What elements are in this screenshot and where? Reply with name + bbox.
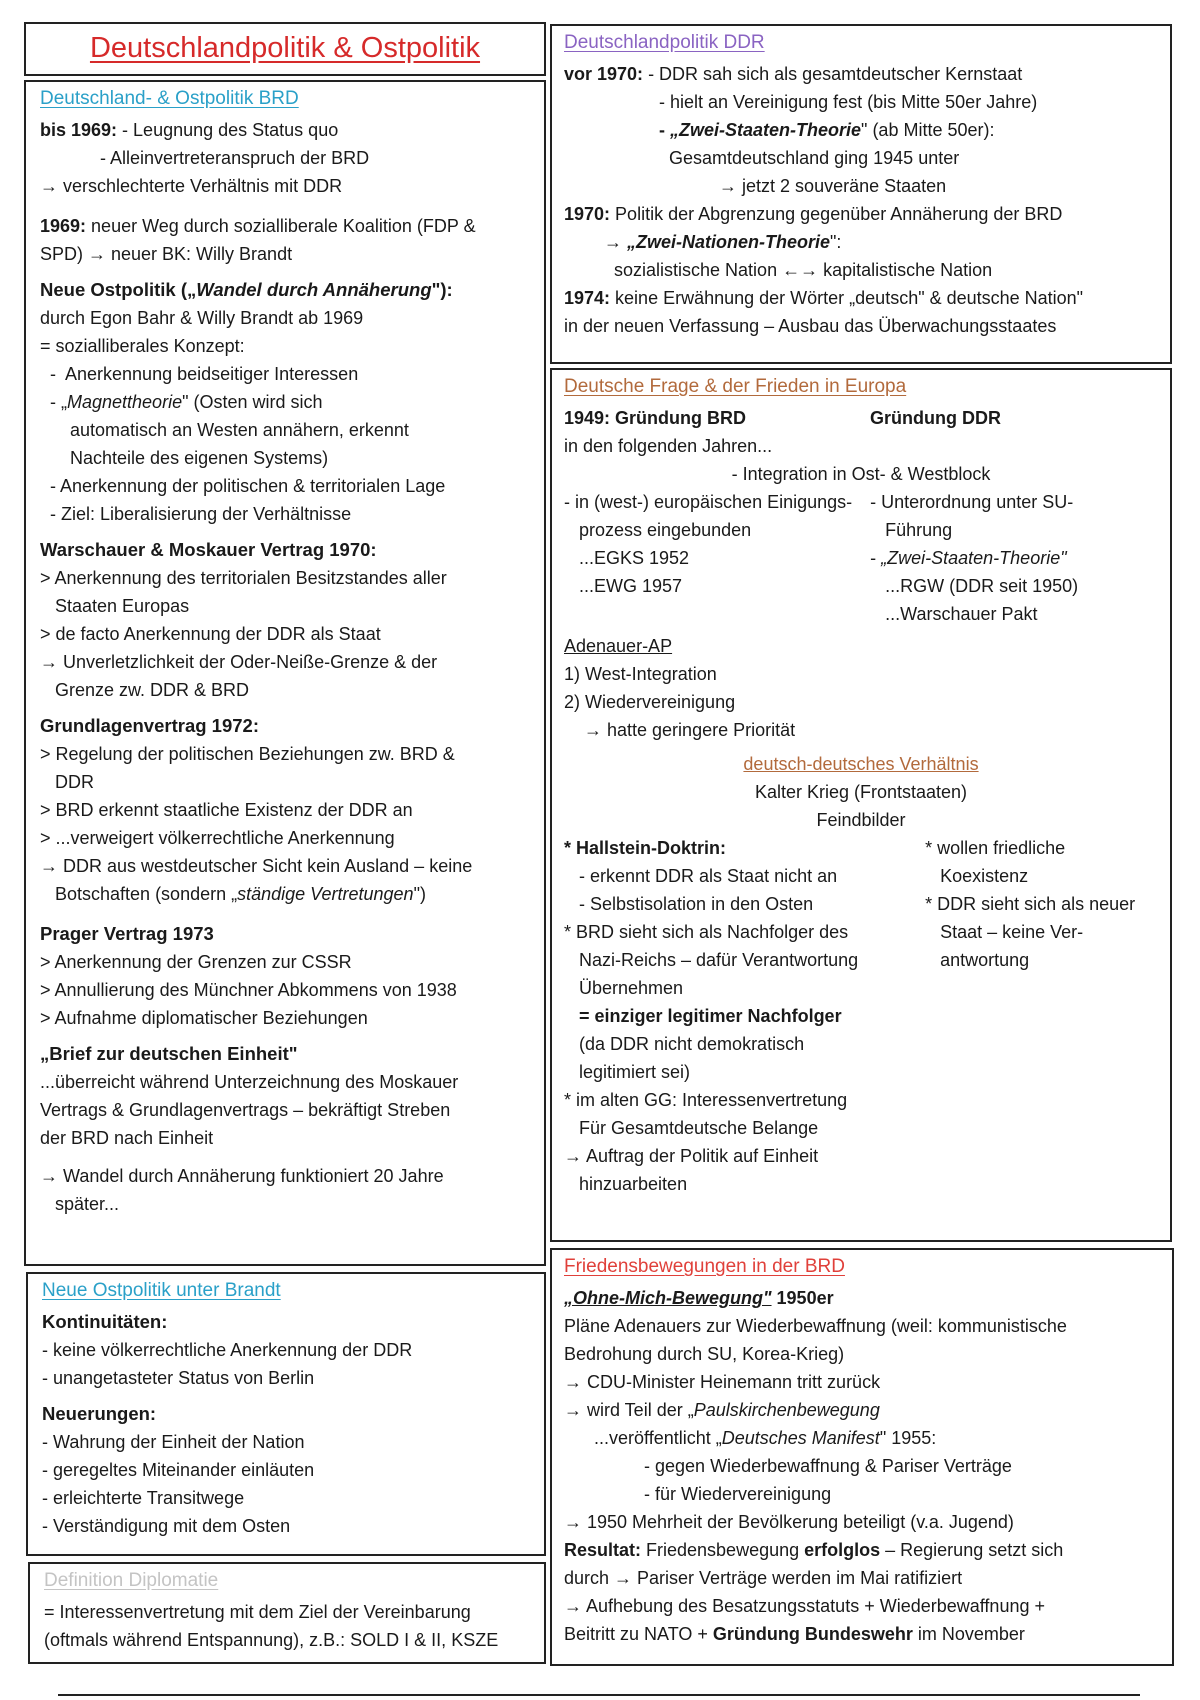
grundlagen-line: > BRD erkennt staatliche Existenz der DDR an: [40, 800, 413, 820]
frieden-line: Bedrohung durch SU, Korea-Krieg): [564, 1344, 845, 1364]
neue-ostpolitik-heading: Neue Ostpolitik („Wandel durch Annäherung"):: [40, 279, 453, 300]
ostpolitik-line: - „Magnettheorie" (Osten wird sich: [40, 392, 323, 412]
adenauer-heading: Adenauer-AP: [564, 636, 673, 656]
brd-heading: Deutschland- & Ostpolitik BRD: [40, 88, 299, 109]
legitimer-nachfolger: = einziger legitimer Nachfolger: [564, 1006, 842, 1026]
warschauer-line: > Anerkennung des territorialen Besitzstandes aller: [40, 568, 447, 588]
frieden-line: durch → Pariser Verträge werden im Mai ratifiziert: [564, 1568, 963, 1588]
frage-line: - Integration in Ost- & Westblock: [731, 464, 991, 484]
hallstein-line: hinzuarbeiten: [564, 1174, 688, 1194]
grundlagen-line: → DDR aus westdeutscher Sicht kein Ausland – keine: [40, 856, 473, 876]
grundlagen-line: > ...verweigert völkerrechtliche Anerkennung: [40, 828, 395, 848]
brief-line: ...überreicht während Unterzeichnung des Moskauer: [40, 1072, 459, 1092]
ddr-view-line: antwortung: [925, 950, 1030, 970]
ddr-line: in der neuen Verfassung – Ausbau das Überwachungsstaates: [564, 316, 1057, 336]
ddr-line: keine Erwähnung der Wörter „deutsch" & deutsche Nation": [610, 288, 1084, 308]
ostpolitik-line: - Anerkennung der politischen & territorialen Lage: [40, 476, 446, 496]
brandt-heading: Neue Ostpolitik unter Brandt: [42, 1280, 281, 1301]
y1969-line: neuer Weg durch sozialliberale Koalition (FDP &: [86, 216, 476, 236]
brandt-line: - keine völkerrechtliche Anerkennung der DDR: [42, 1340, 413, 1360]
frieden-line: → wird Teil der „Paulskirchenbewegung: [564, 1400, 880, 1420]
frieden-line: Pläne Adenauers zur Wiederbewaffnung (weil: kommunistische: [564, 1316, 1067, 1336]
brief-line: der BRD nach Einheit: [40, 1128, 214, 1148]
hallstein-line: - Selbstisolation in den Osten: [564, 894, 814, 914]
bis1969-line: → verschlechterte Verhältnis mit DDR: [40, 176, 343, 196]
frieden-heading: Friedensbewegungen in der BRD: [564, 1256, 845, 1277]
grundlagen-line: > Regelung der politischen Beziehungen zw. BRD &: [40, 744, 455, 764]
diplomatie-line: (oftmals während Entspannung), z.B.: SOLD I & II, KSZE: [44, 1630, 499, 1650]
frage-right-line: - „Zwei-Staaten-Theorie": [870, 548, 1067, 568]
warschauer-heading: Warschauer & Moskauer Vertrag 1970:: [40, 539, 377, 560]
dd-line: Kalter Krieg (Frontstaaten): [754, 782, 968, 802]
ddr-line: - hielt an Vereinigung fest (bis Mitte 50er Jahre): [564, 92, 1038, 112]
ostpolitik-line: - Ziel: Liberalisierung der Verhältnisse: [40, 504, 352, 524]
brief-line: später...: [40, 1194, 120, 1214]
frage-right-line: Führung: [870, 520, 953, 540]
ddr-view-line: * DDR sieht sich als neuer: [925, 894, 1136, 914]
brd-section: [24, 80, 546, 1266]
hallstein-line: * im alten GG: Interessenvertretung: [564, 1090, 848, 1110]
y1974-label: 1974:: [564, 288, 611, 308]
frage-left-line: ...EGKS 1952: [564, 548, 690, 568]
y1970-label: 1970:: [564, 204, 611, 224]
grundlagen-heading: Grundlagenvertrag 1972:: [40, 715, 259, 736]
ostpolitik-line: = sozialliberales Konzept:: [40, 336, 245, 356]
neuerungen-heading: Neuerungen:: [42, 1403, 157, 1424]
frieden-line: → 1950 Mehrheit der Bevölkerung beteiligt (v.a. Jugend): [564, 1512, 1014, 1532]
hallstein-line: Für Gesamtdeutsche Belange: [564, 1118, 819, 1138]
brandt-line: - erleichterte Transitwege: [42, 1488, 245, 1508]
gruendung-brd: 1949: Gründung BRD: [564, 408, 747, 428]
adenauer-line: → hatte geringere Priorität: [564, 720, 796, 740]
ddr-line: sozialistische Nation ←→ kapitalistische Nation: [564, 260, 993, 280]
brandt-line: - geregeltes Miteinander einläuten: [42, 1460, 315, 1480]
dd-line: Feindbilder: [816, 810, 906, 830]
title-box: [24, 22, 546, 76]
hallstein-line: - erkennt DDR als Staat nicht an: [564, 866, 838, 886]
bis1969-line: - Alleinvertreteranspruch der BRD: [40, 148, 370, 168]
hallstein-line: Übernehmen: [564, 978, 684, 998]
frieden-line: - gegen Wiederbewaffnung & Pariser Verträge: [564, 1456, 1012, 1476]
ddr-line: → jetzt 2 souveräne Staaten: [564, 176, 947, 196]
brandt-line: - Verständigung mit dem Osten: [42, 1516, 291, 1536]
ddr-line: → „Zwei-Nationen-Theorie":: [564, 232, 842, 252]
diplomatie-section: [28, 1562, 546, 1664]
gruendung-ddr: Gründung DDR: [870, 408, 1001, 428]
brandt-line: - unangetasteter Status von Berlin: [42, 1368, 315, 1388]
warschauer-line: → Unverletzlichkeit der Oder-Neiße-Grenze & der: [40, 652, 438, 672]
y1969-line: SPD) → neuer BK: Willy Brandt: [40, 244, 293, 264]
ddr-line: - „Zwei-Staaten-Theorie" (ab Mitte 50er):: [564, 120, 995, 140]
frage-left-line: ...EWG 1957: [564, 576, 683, 596]
hallstein-line: * BRD sieht sich als Nachfolger des: [564, 922, 849, 942]
warschauer-line: Grenze zw. DDR & BRD: [40, 680, 250, 700]
ostpolitik-line: Nachteile des eigenen Systems): [40, 448, 329, 468]
ostpolitik-line: - Anerkennung beidseitiger Interessen: [40, 364, 359, 384]
y1969-label: 1969:: [40, 216, 87, 236]
frage-left-line: - in (west-) europäischen Einigungs-: [564, 492, 853, 512]
prager-line: > Anerkennung der Grenzen zur CSSR: [40, 952, 352, 972]
brandt-section: [26, 1272, 546, 1556]
frieden-line: → Aufhebung des Besatzungsstatuts + Wiederbewaffnung +: [564, 1596, 1045, 1616]
grundlagen-line: DDR: [40, 772, 94, 792]
ostpolitik-line: durch Egon Bahr & Willy Brandt ab 1969: [40, 308, 364, 328]
ddr-line: - DDR sah sich als gesamtdeutscher Kernstaat: [643, 64, 1023, 84]
ddr-heading: Deutschlandpolitik DDR: [564, 32, 765, 53]
frage-section: [550, 368, 1172, 1242]
grundlagen-line: Botschaften (sondern „ständige Vertretungen"): [40, 884, 426, 904]
vor1970-label: vor 1970:: [564, 64, 644, 84]
dd-heading: deutsch-deutsches Verhältnis: [743, 754, 979, 774]
hallstein-line: (da DDR nicht demokratisch: [564, 1034, 805, 1054]
frieden-line: - für Wiedervereinigung: [564, 1484, 832, 1504]
kontinuitaeten-heading: Kontinuitäten:: [42, 1311, 168, 1332]
ddr-section: [550, 24, 1172, 364]
diplomatie-heading: Definition Diplomatie: [44, 1570, 219, 1591]
frieden-section: [550, 1248, 1174, 1666]
bis1969-line: - Leugnung des Status quo: [117, 120, 339, 140]
ddr-view-line: Koexistenz: [925, 866, 1029, 886]
bottom-divider: [58, 1694, 1140, 1696]
frage-left-line: prozess eingebunden: [564, 520, 752, 540]
adenauer-line: 2) Wiedervereinigung: [564, 692, 736, 712]
frage-line: in den folgenden Jahren...: [564, 436, 773, 456]
hallstein-line: → Auftrag der Politik auf Einheit: [564, 1146, 819, 1166]
page-title: Deutschlandpolitik & Ostpolitik: [89, 32, 481, 64]
prager-line: > Aufnahme diplomatischer Beziehungen: [40, 1008, 368, 1028]
frage-heading: Deutsche Frage & der Frieden in Europa: [564, 376, 907, 397]
frage-right-line: - Unterordnung unter SU-: [870, 492, 1074, 512]
ddr-line: Politik der Abgrenzung gegenüber Annäherung der BRD: [610, 204, 1063, 224]
ohne-mich-heading: „Ohne-Mich-Bewegung" 1950er: [564, 1288, 834, 1308]
frieden-line: Resultat: Friedensbewegung erfolglos – Regierung setzt sich: [564, 1540, 1064, 1560]
brandt-line: - Wahrung der Einheit der Nation: [42, 1432, 305, 1452]
brief-heading: „Brief zur deutschen Einheit": [40, 1043, 298, 1064]
hallstein-line: Nazi-Reichs – dafür Verantwortung: [564, 950, 859, 970]
warschauer-line: > de facto Anerkennung der DDR als Staat: [40, 624, 381, 644]
frage-right-line: ...Warschauer Pakt: [870, 604, 1038, 624]
frieden-line: → CDU-Minister Heinemann tritt zurück: [564, 1372, 881, 1392]
frieden-line: Beitritt zu NATO + Gründung Bundeswehr im November: [564, 1624, 1025, 1644]
bis1969-label: bis 1969:: [40, 120, 118, 140]
hallstein-line: legitimiert sei): [564, 1062, 691, 1082]
warschauer-line: Staaten Europas: [40, 596, 190, 616]
ddr-view-line: * wollen friedliche: [925, 838, 1066, 858]
prager-heading: Prager Vertrag 1973: [40, 923, 214, 944]
brief-line: → Wandel durch Annäherung funktioniert 20 Jahre: [40, 1166, 444, 1186]
frieden-line: ...veröffentlicht „Deutsches Manifest" 1955:: [564, 1428, 937, 1448]
ostpolitik-line: automatisch an Westen annähern, erkennt: [40, 420, 409, 440]
ddr-line: Gesamtdeutschland ging 1945 unter: [564, 148, 960, 168]
adenauer-line: 1) West-Integration: [564, 664, 717, 684]
brief-line: Vertrags & Grundlagenvertrags – bekräftigt Streben: [40, 1100, 451, 1120]
hallstein-heading: * Hallstein-Doktrin:: [564, 838, 727, 858]
ddr-view-line: Staat – keine Ver-: [925, 922, 1084, 942]
prager-line: > Annullierung des Münchner Abkommens von 1938: [40, 980, 457, 1000]
frage-right-line: ...RGW (DDR seit 1950): [870, 576, 1079, 596]
diplomatie-line: = Interessenvertretung mit dem Ziel der Vereinbarung: [44, 1602, 471, 1622]
